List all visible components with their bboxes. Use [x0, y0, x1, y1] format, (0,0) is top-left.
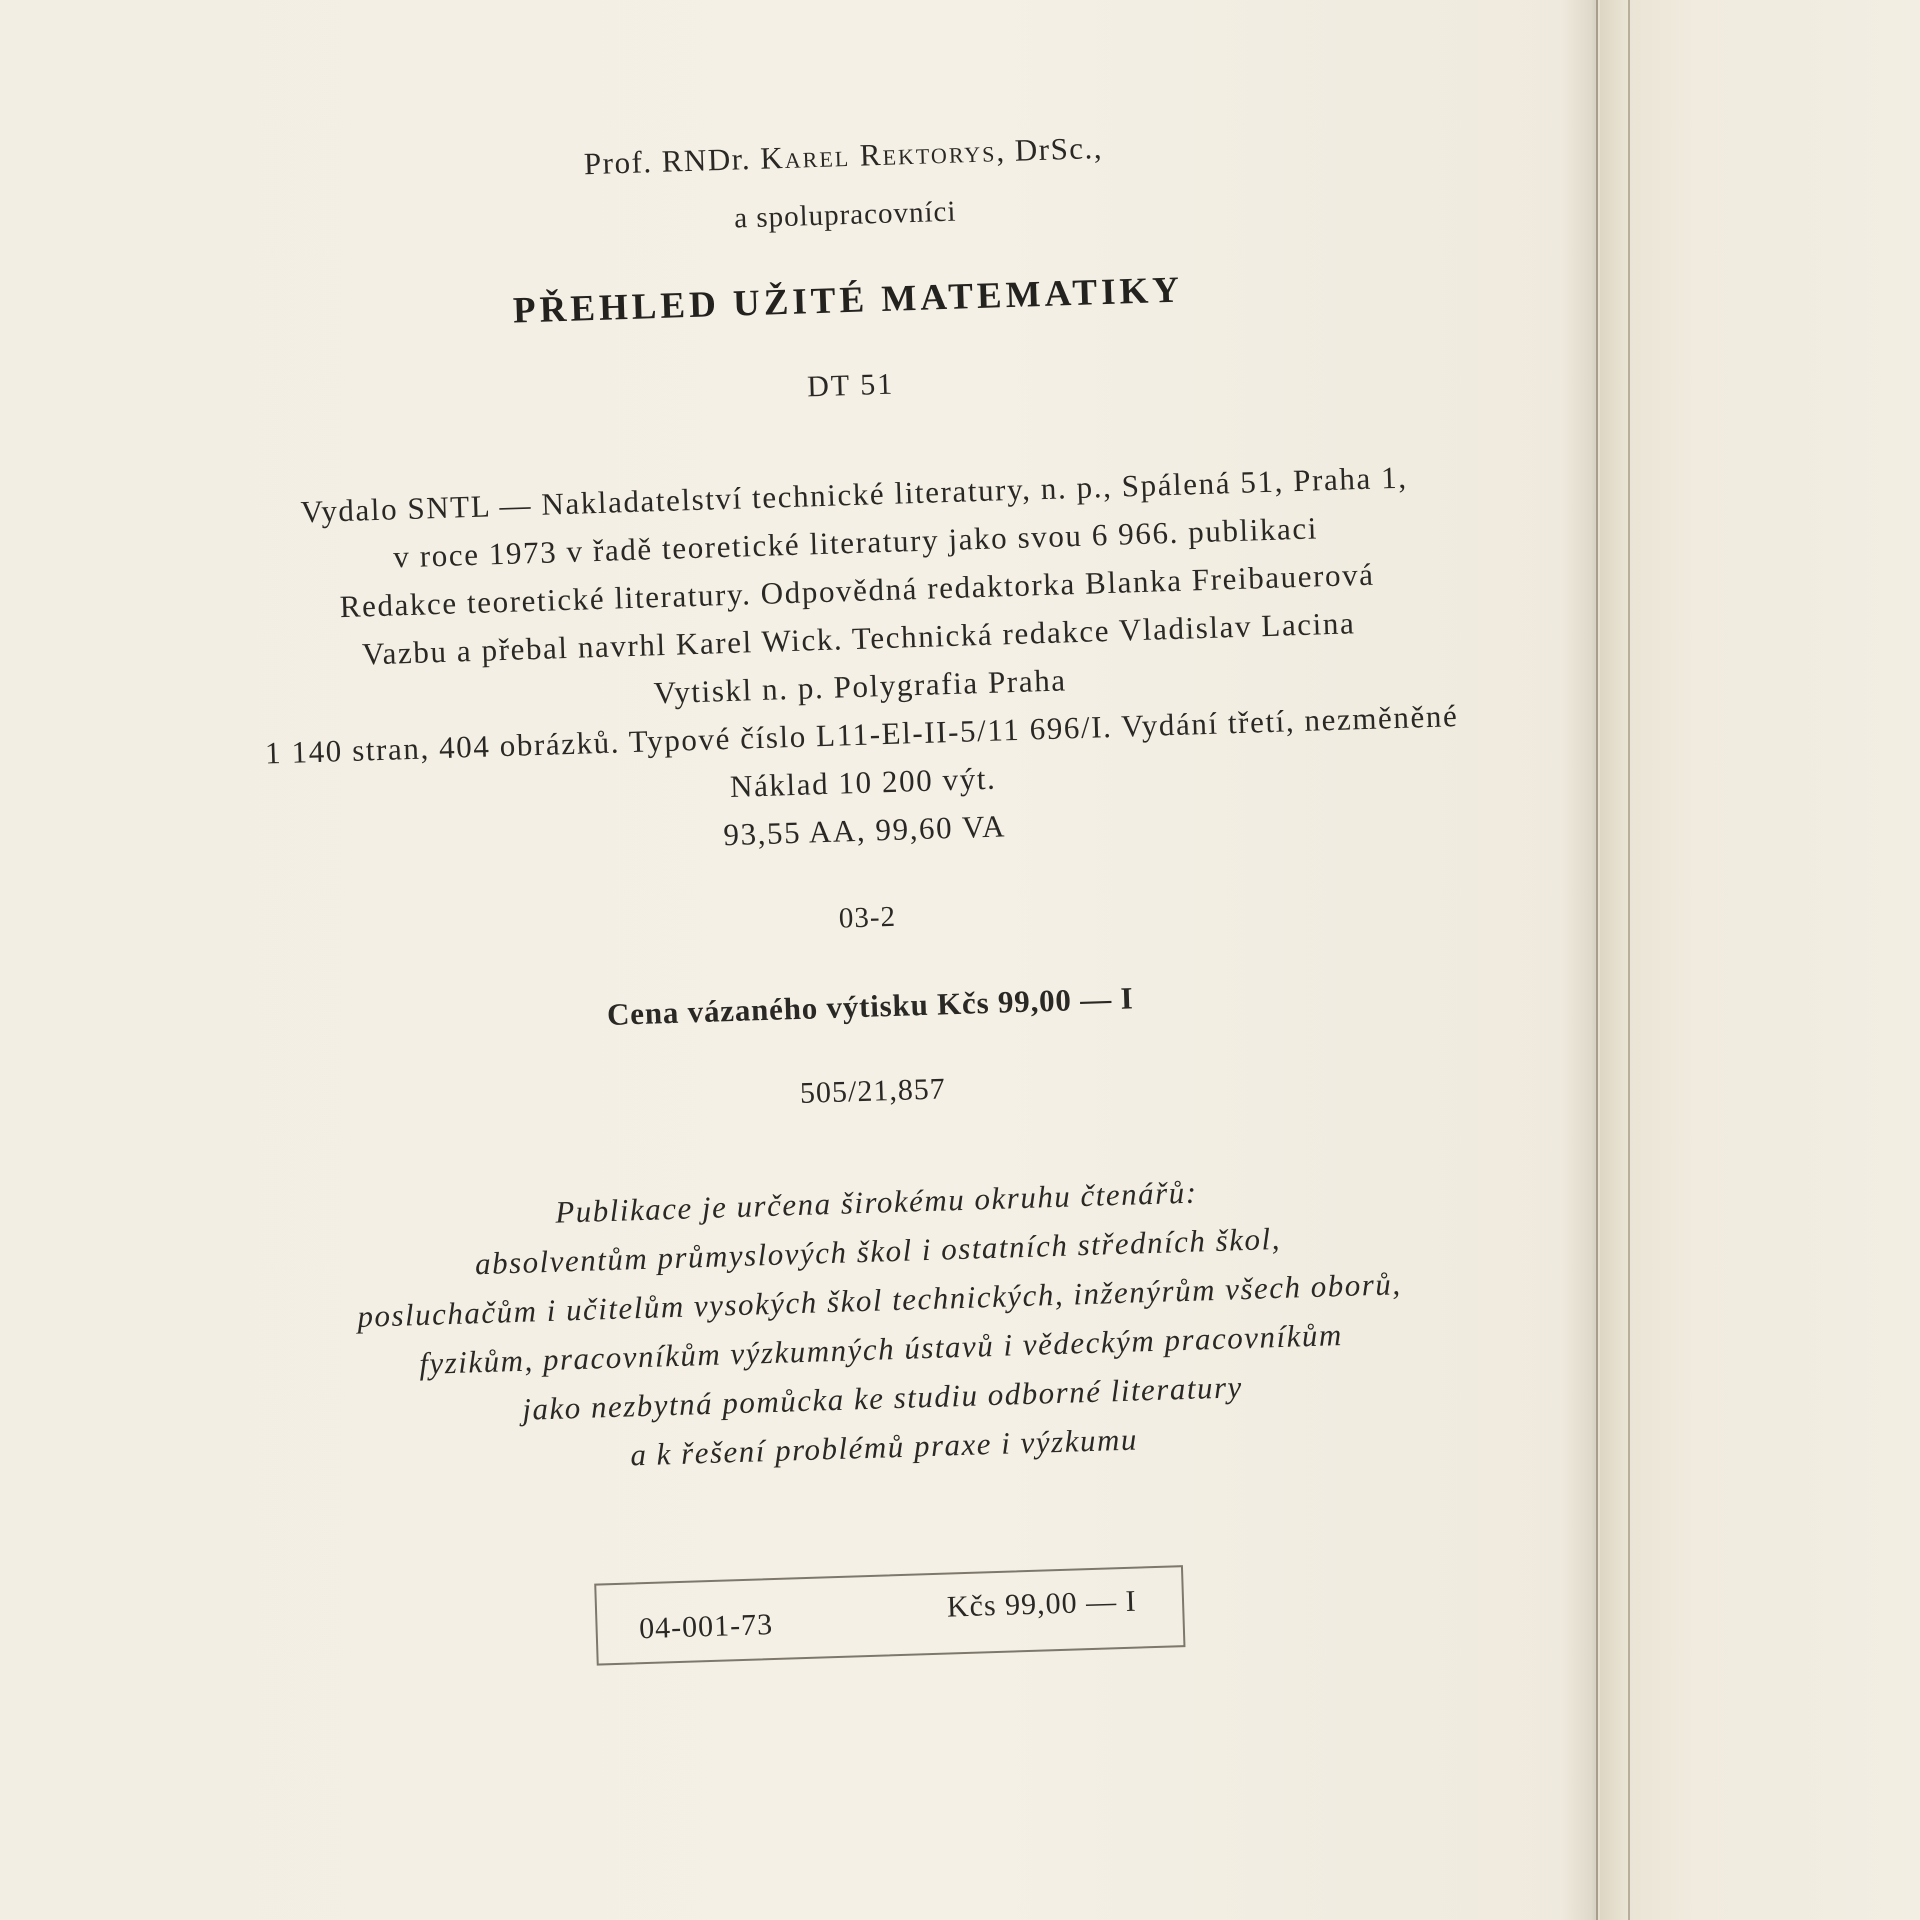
category-code: 03-2 — [838, 900, 897, 935]
imprint-line: Vytiskl n. p. Polygrafia Praha — [653, 662, 1068, 711]
audience-line: a k řešení problémů praxe i výzkumu — [629, 1421, 1139, 1473]
author-suffix: , DrSc., — [995, 129, 1104, 169]
audience-line: posluchačům i učitelům vysokých škol technických, inženýrům všech oborů, — [356, 1266, 1403, 1334]
book-title: PŘEHLED UŽITÉ MATEMATIKY — [512, 269, 1184, 332]
imprint-block — [224, 459, 1495, 865]
author-prefix: Prof. RNDr. — [583, 141, 752, 182]
imprint-line: 1 140 stran, 404 obrázků. Typové číslo L11-El-II-5/11 696/I. Vydání třetí, nezměněné — [264, 698, 1459, 771]
imprint-line: Vazbu a přebal navrhl Karel Wick. Technická redakce Vladislav Lacina — [361, 605, 1356, 672]
imprint-line: Redakce teoretické literatury. Odpovědná redaktorka Blanka Freibauerová — [339, 556, 1376, 625]
imprint-line: Náklad 10 200 výt. — [729, 760, 997, 804]
imprint-line: 93,55 AA, 99,60 VA — [722, 808, 1007, 853]
collaborators-line: a spolupracovníci — [733, 195, 957, 235]
series-code: DT 51 — [806, 367, 895, 404]
stamp-price: Kčs 99,00 — I — [946, 1584, 1138, 1624]
page-stack-edge — [1600, 0, 1628, 1920]
stamp-code: 04-001-73 — [638, 1608, 774, 1646]
colophon — [212, 80, 1520, 1676]
imprint-line: v roce 1973 v řadě teoretické literatury jako svou 6 966. publikaci — [392, 510, 1319, 575]
audience-line: jako nezbytná pomůcka ke studiu odborné literatury — [521, 1369, 1244, 1427]
audience-line: fyzikům, pracovníkům výzkumných ústavů i vědeckým pracovníkům — [418, 1317, 1344, 1382]
page-edge-line — [1596, 0, 1598, 1920]
audience-line: Publikace je určena širokému okruhu čtenářů: — [554, 1174, 1198, 1230]
page-edge-line — [1628, 0, 1630, 1920]
price-line: Cena vázaného výtisku Kčs 99,00 — I — [606, 980, 1134, 1032]
right-page — [1598, 0, 1920, 1920]
audience-block — [246, 1167, 1514, 1482]
author-line — [213, 120, 1473, 191]
imprint-line: Vydalo SNTL — Nakladatelství technické literatury, n. p., Spálená 51, Praha 1, — [300, 459, 1409, 530]
audience-line: absolventům průmyslových škol i ostatních středních škol, — [474, 1220, 1282, 1282]
classification-number: 505/21,857 — [799, 1072, 947, 1110]
author-name: Karel Rektorys — [759, 133, 997, 176]
